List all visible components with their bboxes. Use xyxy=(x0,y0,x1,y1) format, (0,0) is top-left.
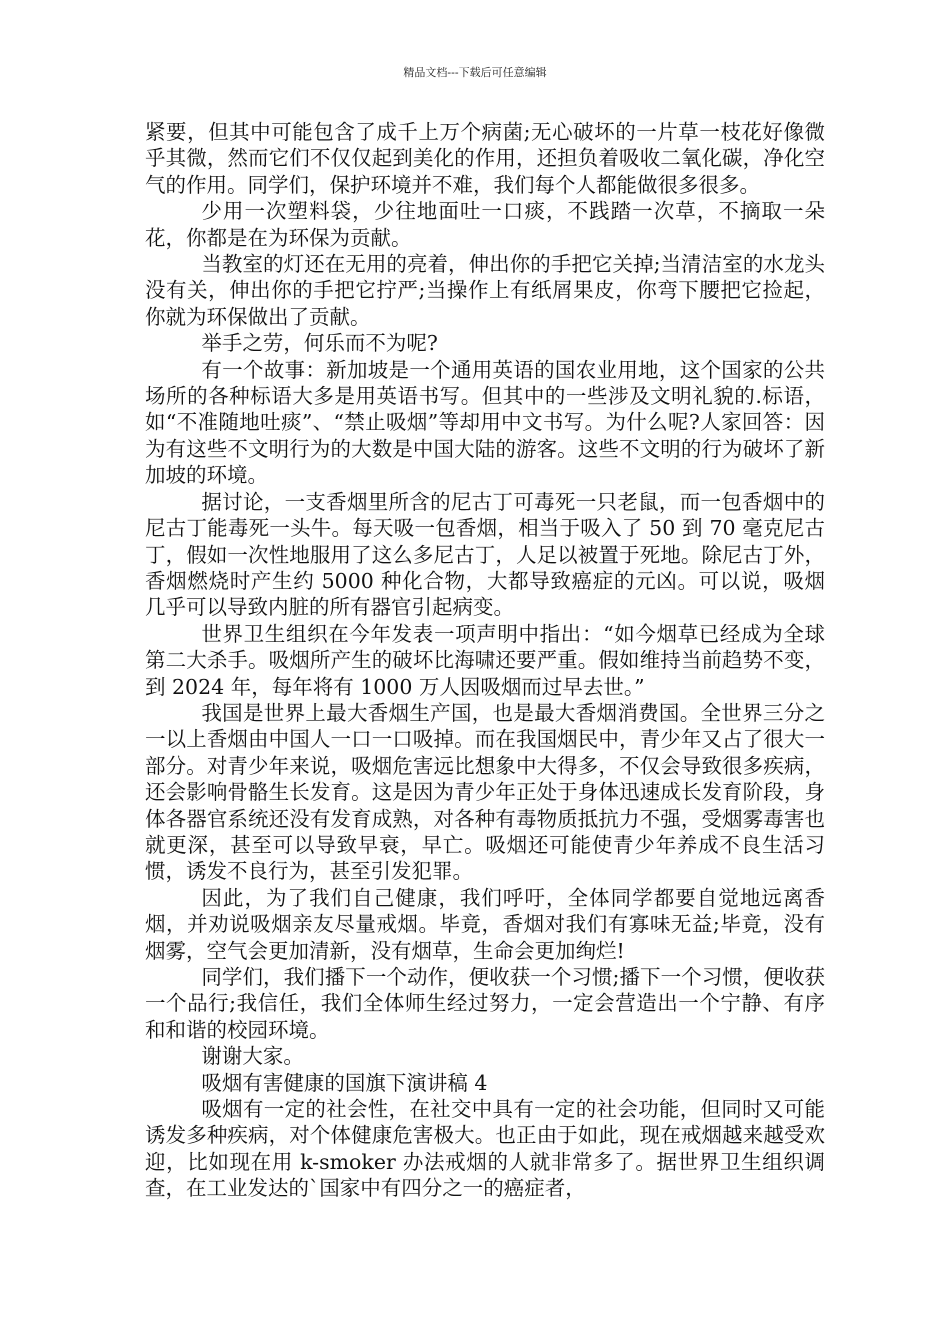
speech-title: 吸烟有害健康的国旗下演讲稿 4 xyxy=(201,1070,488,1095)
paragraph-thanks: 谢谢大家。 xyxy=(201,1044,304,1069)
paragraph-classroom-lights: 当教室的灯还在无用的亮着，伸出你的手把它关掉;当清洁室的水龙头没有关，伸出你的手把它拧严;当操作上有纸屑果皮，你弯下腰把它捡起，你就为环保做出了贡献。 xyxy=(145,252,825,329)
paragraph-smoking-social: 吸烟有一定的社会性，在社交中具有一定的社会功能，但同时又可能诱发多种疾病，对个体健康危害极大。也正由于如此，现在戒烟越来越受欢迎，比如现在用 k-smoker 办法戒烟的人就非常多了。据世界卫生组织调查，在工业发达的`国家中有四分之一的癌症者， xyxy=(145,1097,825,1201)
page-header: 精品文档---下载后可任意编辑 xyxy=(403,66,547,79)
paragraph-environment-germs: 紧要，但其中可能包含了成千上万个病菌;无心破坏的一片草一枝花好像微乎其微，然而它们不仅仅起到美化的作用，还担负着吸收二氧化碳，净化空气的作用。同学们，保护环境并不难，我们每个人都能做很多很多。 xyxy=(145,120,825,197)
paragraph-effortless: 举手之劳，何乐而不为呢? xyxy=(201,331,438,356)
paragraph-appeal: 因此，为了我们自己健康，我们呼吁，全体同学都要自觉地远离香烟，并劝说吸烟亲友尽量戒烟。毕竟，香烟对我们有寡味无益;毕竟，没有烟雾，空气会更加清新，没有烟草，生命会更加绚烂! xyxy=(145,885,825,963)
paragraph-nicotine: 据讨论，一支香烟里所含的尼古丁可毒死一只老鼠，而一包香烟中的尼古丁能毒死一头牛。每天吸一包香烟，相当于吸入了 50 到 70 毫克尼古丁，假如一次性地服用了这么多尼古丁，人足以被置于死地。除尼古丁外，香烟燃烧时产生约 5000 种化合物，大都导致癌症的元凶。可以说，吸烟几乎可以导致内脏的所有器官引起病变。 xyxy=(145,489,825,620)
paragraph-plastic-bags: 少用一次塑料袋，少往地面吐一口痰，不践踏一次草，不摘取一朵花，你都是在为环保为贡献。 xyxy=(145,199,825,250)
paragraph-who-statement: 世界卫生组织在今年发表一项声明中指出：“如今烟草已经成为全球第二大杀手。吸烟所产生的破坏比海啸还要严重。假如维持当前趋势不变，到 2024 年，每年将有 1000 万人因吸烟而过早去世。” xyxy=(145,621,825,699)
document-body xyxy=(145,119,825,1202)
paragraph-habits: 同学们，我们播下一个动作，便收获一个习惯;播下一个习惯，便收获一个品行;我信任，我们全体师生经过努力，一定会营造出一个宁静、有序和和谐的校园环境。 xyxy=(145,965,825,1042)
paragraph-singapore-story: 有一个故事：新加坡是一个通用英语的国农业用地，这个国家的公共场所的各种标语大多是用英语书写。但其中的一些涉及文明礼貌的.标语，如“不准随地吐痰”、“禁止吸烟”等却用中文书写。为什么呢?人家回答：因为有这些不文明行为的大数是中国大陆的游客。这些不文明的行为破坏了新加坡的环境。 xyxy=(145,357,825,488)
paragraph-china-tobacco: 我国是世界上最大香烟生产国，也是最大香烟消费国。全世界三分之一以上香烟由中国人一口一口吸掉。而在我国烟民中，青少年又占了很大一部分。对青少年来说，吸烟危害远比想象中大得多，不仅会导致很多疾病，还会影响骨骼生长发育。这是因为青少年正处于身体迅速成长发育阶段，身体各器官系统还没有发育成熟，对各种有毒物质抵抗力不强，受烟雾毒害也就更深，甚至可以导致早衰，早亡。吸烟还可能使青少年养成不良生活习惯，诱发不良行为，甚至引发犯罪。 xyxy=(145,700,825,884)
